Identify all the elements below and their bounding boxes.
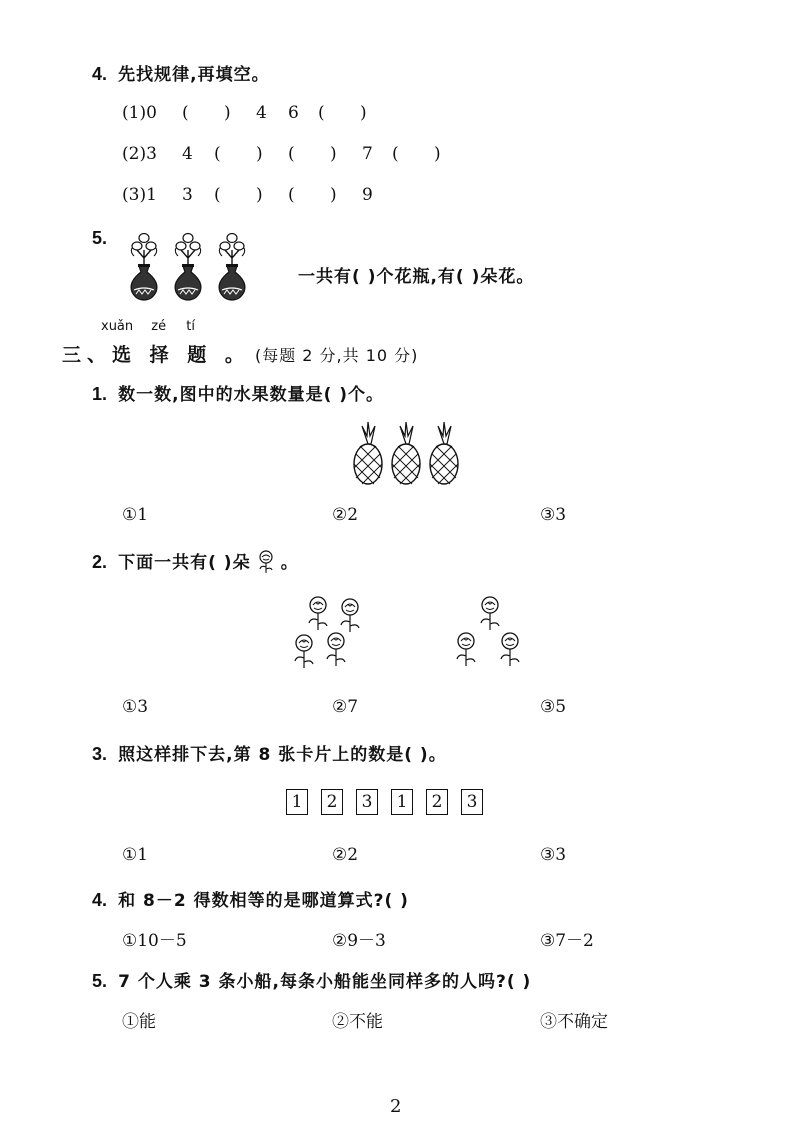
pinyin-ze: zé — [151, 319, 167, 334]
question-text: 先找规律,再填空。 — [118, 65, 270, 85]
blank-close: ) — [256, 185, 263, 205]
pattern-cell: (3)1 — [122, 185, 157, 205]
rose-group-left — [292, 596, 372, 680]
vase-icon — [175, 234, 201, 301]
rose-icon — [341, 599, 359, 632]
number-cards — [286, 789, 496, 815]
question-text: 一共有( )个花瓶,有( )朵花。 — [298, 267, 535, 287]
option-3[interactable]: ③不确定 — [540, 1012, 608, 1032]
option-3[interactable]: ③3 — [540, 845, 567, 865]
question-4 — [92, 60, 270, 85]
option-3[interactable]: ③5 — [540, 697, 567, 717]
pattern-row-3 — [122, 185, 382, 205]
question-5 — [92, 228, 107, 249]
mc-question-3 — [92, 740, 447, 765]
option-2[interactable]: ②9－3 — [332, 931, 386, 951]
pattern-cell: 4 — [182, 144, 193, 164]
number-card: 3 — [356, 789, 378, 815]
blank-close: ) — [224, 103, 231, 123]
section-3-heading — [62, 340, 418, 367]
rose-icon — [256, 550, 276, 574]
question-number: 1. — [92, 384, 108, 404]
page-number: 2 — [390, 1096, 402, 1117]
blank-open: ( — [288, 185, 295, 205]
option-1[interactable]: ①10－5 — [122, 931, 187, 951]
option-1[interactable]: ①1 — [122, 845, 149, 865]
rose-icon — [481, 597, 499, 630]
rose-icon — [457, 633, 475, 666]
question-text-end: 。 — [280, 553, 299, 573]
pattern-cell: 9 — [362, 185, 373, 205]
blank-close: ) — [434, 144, 441, 164]
section-pinyin — [101, 319, 195, 334]
section-title: 三、选 择 题 。 — [62, 344, 250, 366]
mc-question-4 — [92, 886, 409, 911]
pattern-cell: 3 — [182, 185, 193, 205]
pinyin-ti: tí — [186, 319, 195, 334]
blank-open: ( — [392, 144, 399, 164]
option-2[interactable]: ②2 — [332, 505, 359, 525]
option-3[interactable]: ③7－2 — [540, 931, 594, 951]
vase-illustration — [124, 228, 254, 308]
blank-close: ) — [330, 144, 337, 164]
question-text: 数一数,图中的水果数量是( )个。 — [118, 385, 385, 405]
blank-open: ( — [214, 144, 221, 164]
option-2[interactable]: ②不能 — [332, 1012, 383, 1032]
mc-question-5 — [92, 967, 531, 992]
pattern-cell: 4 — [256, 103, 267, 123]
rose-icon — [327, 633, 345, 666]
vase-icon — [131, 234, 157, 301]
option-2[interactable]: ②7 — [332, 697, 359, 717]
blank-close: ) — [360, 103, 367, 123]
pineapple-icon — [430, 422, 458, 484]
question-number: 5. — [92, 971, 108, 991]
number-card: 2 — [321, 789, 343, 815]
number-card: 2 — [426, 789, 448, 815]
question-number: 5. — [92, 228, 108, 248]
rose-icon — [295, 635, 313, 668]
mc-question-2 — [92, 548, 299, 574]
pinyin-xuan: xuǎn — [101, 319, 134, 334]
pineapple-illustration — [350, 422, 470, 490]
option-1[interactable]: ①能 — [122, 1012, 156, 1032]
pattern-cell: (1)0 — [122, 103, 157, 123]
rose-icon — [501, 633, 519, 666]
pattern-row-2 — [122, 144, 454, 164]
number-card: 1 — [391, 789, 413, 815]
rose-group-right — [452, 596, 532, 680]
pattern-cell: (2)3 — [122, 144, 157, 164]
question-text: 7 个人乘 3 条小船,每条小船能坐同样多的人吗?( ) — [118, 972, 532, 992]
blank-open: ( — [288, 144, 295, 164]
blank-close: ) — [256, 144, 263, 164]
blank-open: ( — [214, 185, 221, 205]
mc-question-1 — [92, 380, 384, 405]
pattern-row-1 — [122, 103, 380, 123]
pineapple-icon — [392, 422, 420, 484]
blank-open: ( — [318, 103, 325, 123]
option-2[interactable]: ②2 — [332, 845, 359, 865]
blank-close: ) — [330, 185, 337, 205]
option-3[interactable]: ③3 — [540, 505, 567, 525]
section-score: (每题 2 分,共 10 分) — [254, 346, 419, 365]
question-text: 下面一共有( )朵 — [118, 553, 251, 573]
question-number: 3. — [92, 744, 108, 764]
rose-icon — [309, 597, 327, 630]
blank-open: ( — [182, 103, 189, 123]
pattern-cell: 7 — [362, 144, 373, 164]
option-1[interactable]: ①1 — [122, 505, 149, 525]
option-1[interactable]: ①3 — [122, 697, 149, 717]
pattern-cell: 6 — [288, 103, 299, 123]
number-card: 1 — [286, 789, 308, 815]
question-text: 和 8－2 得数相等的是哪道算式?( ) — [118, 891, 409, 911]
question-number: 4. — [92, 64, 108, 84]
question-number: 2. — [92, 552, 108, 572]
question-text: 照这样排下去,第 8 张卡片上的数是( )。 — [118, 745, 447, 765]
pineapple-icon — [354, 422, 382, 484]
number-card: 3 — [461, 789, 483, 815]
vase-icon — [219, 234, 245, 301]
question-number: 4. — [92, 890, 108, 910]
